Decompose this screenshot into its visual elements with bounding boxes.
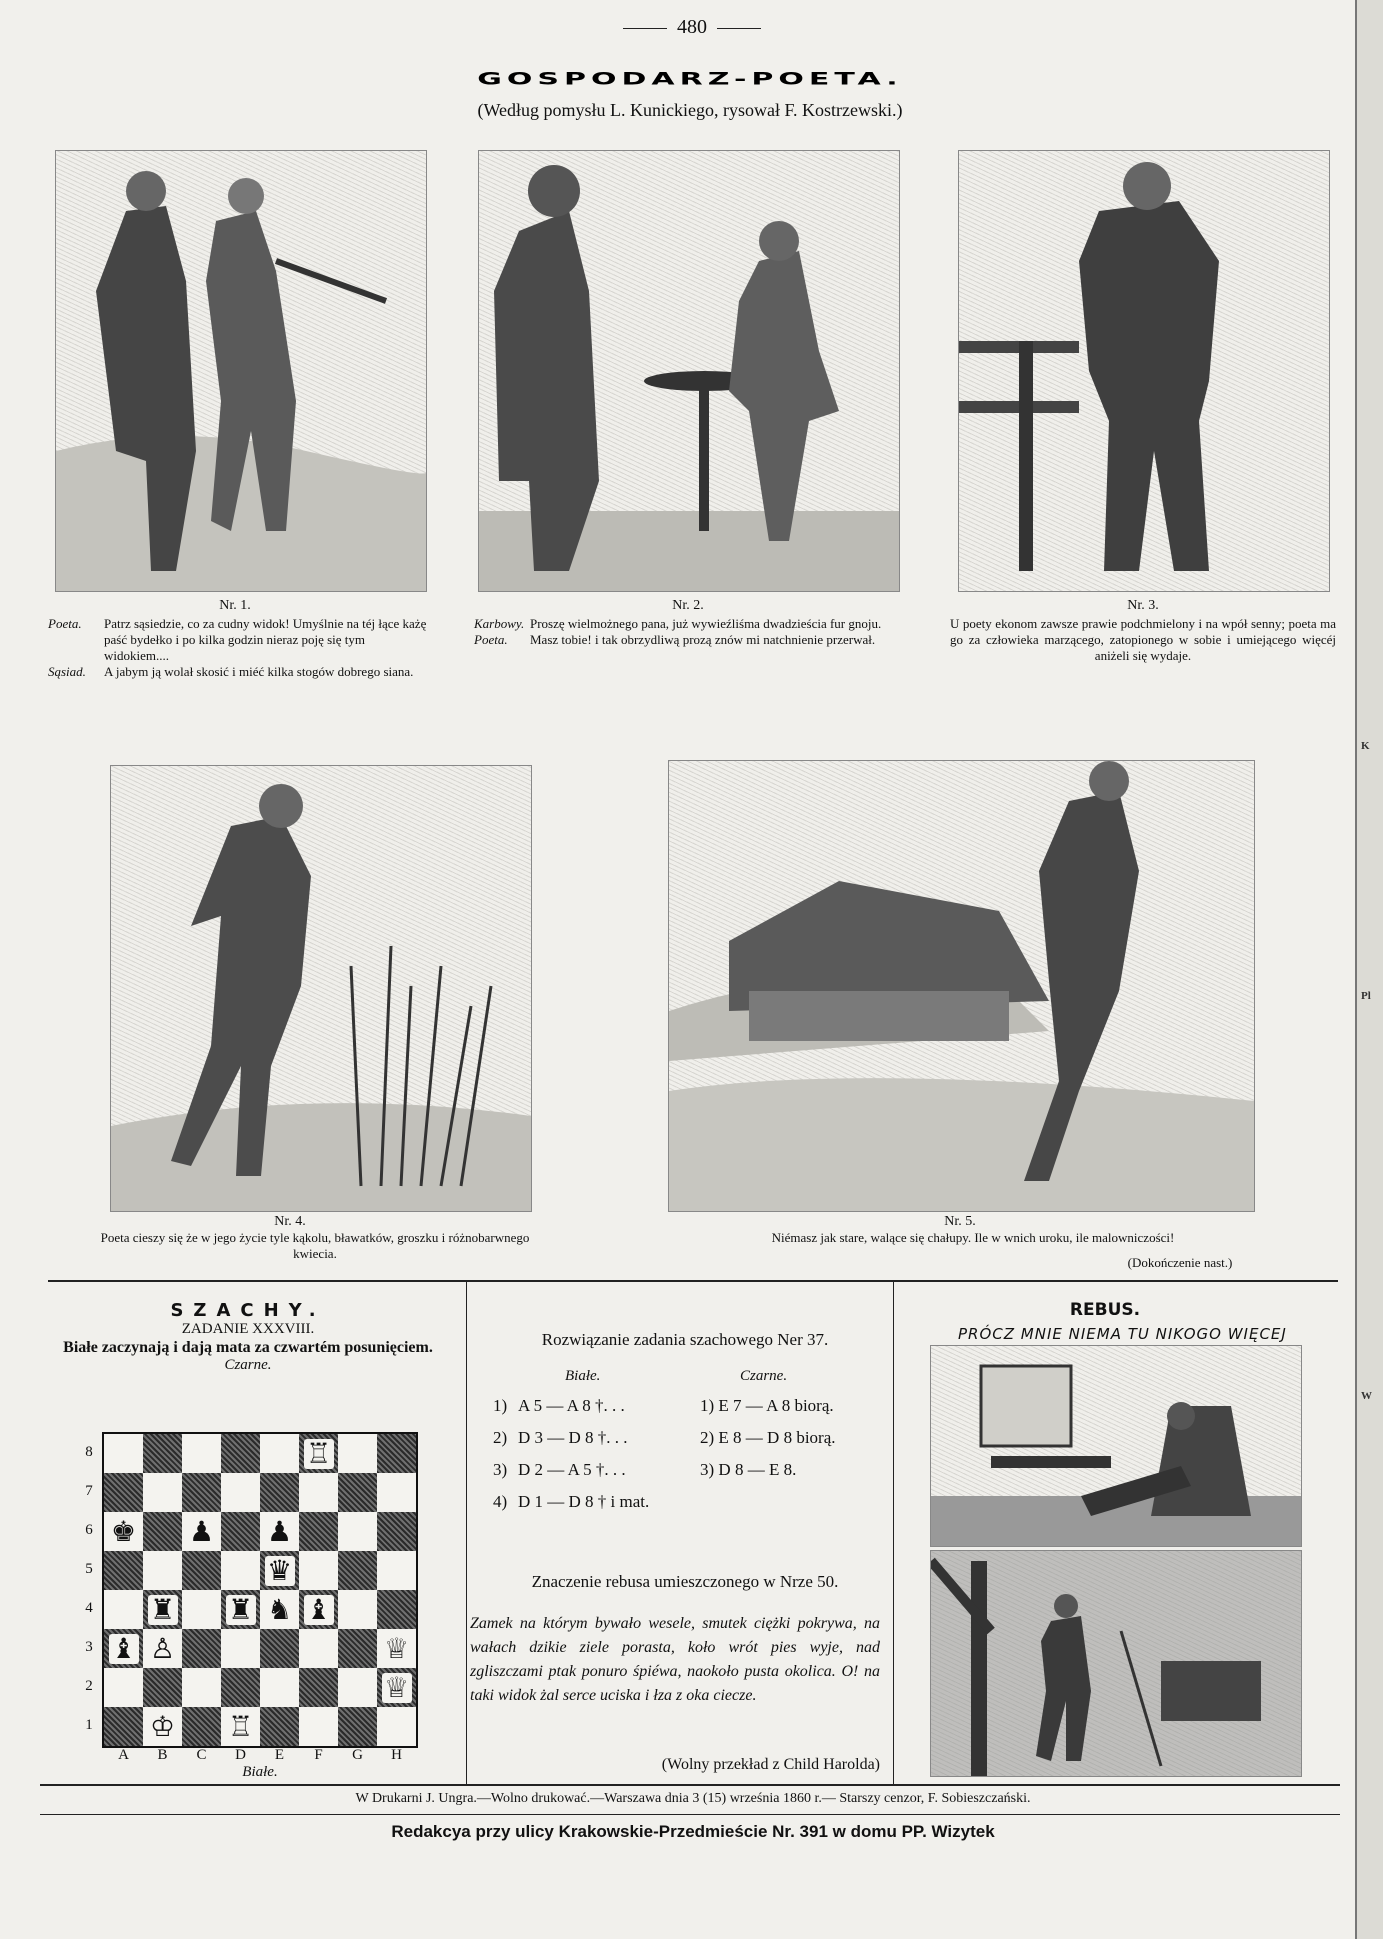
rank-label: 7 — [85, 1483, 93, 1499]
chess-square-a1 — [104, 1707, 143, 1746]
solution-move-white: D 2 — A 5 †. . . — [518, 1460, 626, 1479]
continuation-note: (Dokończenie nast.) — [1127, 1255, 1233, 1270]
rebus-meaning-source: (Wolny przekład z Child Harolda) — [661, 1756, 880, 1773]
chess-square-f2 — [299, 1668, 338, 1707]
panel-3-caption: U poety ekonom zawsze prawie podchmielony i na wpół senny; poeta ma go za człowieka marzącego, zatopionego w sobie i umiejącego więcéj aniżeli się wydaje. — [950, 616, 1336, 663]
page-title: GOSPODARZ-POETA. — [477, 69, 903, 90]
solution-move-black: 3) D 8 — E 8. — [700, 1460, 797, 1479]
panel-5-caption: Niémasz jak stare, walące się chałupy. Ile w wnich uroku, ile malowniczości! — [771, 1230, 1175, 1245]
file-label: E — [274, 1747, 285, 1763]
chess-problem-number: ZADANIE XXXVIII. — [181, 1321, 315, 1337]
chess-square-c3 — [182, 1629, 221, 1668]
rebus-picture-top — [930, 1345, 1302, 1547]
chess-square-c4 — [182, 1590, 221, 1629]
chess-square-d6 — [221, 1512, 260, 1551]
caption-text: Patrz sąsiedzie, co za cudny widok! Umyślnie na téj łące każę paść bydełko i po kilka godzin nieraz poję się tym widokiem.... — [104, 616, 427, 663]
chess-square-e8 — [260, 1434, 299, 1473]
file-label: G — [352, 1747, 363, 1763]
adjacent-page-edge: K Pl W — [1355, 0, 1383, 1939]
caption-line — [48, 664, 428, 680]
chess-piece-e5: ♛ — [265, 1556, 295, 1586]
rebus-picture-bottom — [930, 1550, 1302, 1777]
chess-square-a3 — [104, 1629, 143, 1668]
chess-square-h1 — [377, 1707, 416, 1746]
chess-square-c6 — [182, 1512, 221, 1551]
chess-piece-e6: ♟ — [265, 1517, 295, 1547]
file-label: H — [391, 1747, 402, 1763]
chess-piece-h2: ♕ — [382, 1673, 412, 1703]
solution-heading: Rozwiązanie zadania szachowego Ner 37. — [541, 1330, 829, 1349]
solution-move-n: 2) — [493, 1428, 508, 1447]
page-subtitle: (Według pomysłu L. Kunickiego, rysował F. Kostrzewski.) — [477, 100, 903, 120]
column-rule — [466, 1282, 467, 1784]
chess-square-b2 — [143, 1668, 182, 1707]
chess-square-h4 — [377, 1590, 416, 1629]
chess-square-h7 — [377, 1473, 416, 1512]
panel-4-number: Nr. 4. — [274, 1214, 306, 1229]
rank-label: 4 — [85, 1600, 93, 1616]
imprint-line: W Drukarni J. Ungra.—Wolno drukować.—Warszawa dnia 3 (15) września 1860 r.— Starszy cenzor, F. Sobieszczański. — [355, 1791, 1031, 1806]
chess-square-e4 — [260, 1590, 299, 1629]
chess-square-g1 — [338, 1707, 377, 1746]
chess-square-d3 — [221, 1629, 260, 1668]
chess-square-f1 — [299, 1707, 338, 1746]
chess-square-a7 — [104, 1473, 143, 1512]
chess-square-e3 — [260, 1629, 299, 1668]
panel-4-caption: Poeta cieszy się że w jego życie tyle kąkolu, bławatków, groszku i różnobarwnego kwiecia. — [100, 1230, 530, 1261]
chess-piece-b3: ♙ — [148, 1634, 178, 1664]
chess-square-b8 — [143, 1434, 182, 1473]
chess-square-e1 — [260, 1707, 299, 1746]
solution-move-white: D 1 — D 8 † i mat. — [518, 1492, 650, 1511]
solution-move-n: 4) — [493, 1492, 508, 1511]
rank-label: 2 — [85, 1678, 93, 1694]
caption-line — [474, 632, 904, 648]
speaker-label: Sąsiad. — [48, 664, 86, 679]
chess-square-d1 — [221, 1707, 260, 1746]
rank-label: 3 — [85, 1639, 93, 1655]
speaker-label: Karbowy. — [474, 616, 525, 631]
chess-piece-b4: ♜ — [148, 1595, 178, 1625]
chess-piece-h3: ♕ — [382, 1634, 412, 1664]
chess-square-g4 — [338, 1590, 377, 1629]
rebus-text-top: PRÓCZ MNIE NIEMA TU NIKOGO WIĘCEJ — [958, 1325, 1287, 1343]
rank-label: 8 — [85, 1444, 93, 1460]
chess-square-g6 — [338, 1512, 377, 1551]
chess-square-h8 — [377, 1434, 416, 1473]
column-rule — [893, 1282, 894, 1784]
panel-1-number: Nr. 1. — [219, 598, 251, 613]
panel-5-number: Nr. 5. — [944, 1214, 976, 1229]
footer-rule — [40, 1784, 1340, 1786]
white-side-label: Białe. — [242, 1764, 278, 1780]
chess-square-b7 — [143, 1473, 182, 1512]
chess-square-c8 — [182, 1434, 221, 1473]
rank-label: 5 — [85, 1561, 93, 1577]
chess-square-h6 — [377, 1512, 416, 1551]
caption-text: Masz tobie! i tak obrzydliwą prozą znów mi natchnienie przerwał. — [530, 632, 876, 647]
chess-square-e5 — [260, 1551, 299, 1590]
chess-square-d4 — [221, 1590, 260, 1629]
chess-square-e6 — [260, 1512, 299, 1551]
chess-square-b3 — [143, 1629, 182, 1668]
chess-square-h3 — [377, 1629, 416, 1668]
chess-square-d5 — [221, 1551, 260, 1590]
solution-move-white: D 3 — D 8 †. . . — [518, 1428, 628, 1447]
chess-heading-block — [48, 1300, 448, 1374]
chess-piece-d4: ♜ — [226, 1595, 256, 1625]
rebus-meaning-heading: Znaczenie rebusa umieszczonego w Nrze 50. — [531, 1572, 839, 1591]
chess-square-a4 — [104, 1590, 143, 1629]
editorial-office-line: Redakcya przy ulicy Krakowskie-Przedmieście Nr. 391 w domu PP. Wizytek — [391, 1822, 995, 1841]
rank-label: 1 — [85, 1717, 93, 1733]
chess-square-g5 — [338, 1551, 377, 1590]
page-number: 480 — [612, 16, 772, 39]
chess-piece-f8: ♖ — [304, 1439, 334, 1469]
chess-square-c7 — [182, 1473, 221, 1512]
panel-2-number: Nr. 2. — [672, 598, 704, 613]
chess-piece-d1: ♖ — [226, 1712, 256, 1742]
speaker-label: Poeta. — [48, 616, 82, 631]
chess-square-d2 — [221, 1668, 260, 1707]
chess-task: Białe zaczynają i dają mata za czwartém posunięciem. — [63, 1339, 433, 1356]
chess-square-a2 — [104, 1668, 143, 1707]
chess-square-c2 — [182, 1668, 221, 1707]
footer-rule — [40, 1814, 1340, 1815]
solution-white-label: Białe. — [565, 1368, 601, 1384]
chess-square-g8 — [338, 1434, 377, 1473]
panel-1-caption — [48, 616, 428, 680]
panel-3-number: Nr. 3. — [1127, 598, 1159, 613]
chess-square-c1 — [182, 1707, 221, 1746]
illustration-panel-3 — [958, 150, 1330, 592]
chess-square-a6 — [104, 1512, 143, 1551]
file-label: C — [196, 1747, 207, 1763]
caption-text: A jabym ją wolał skosić i miéć kilka stogów dobrego siana. — [104, 664, 414, 679]
file-label: B — [157, 1747, 168, 1763]
chess-piece-b1: ♔ — [148, 1712, 178, 1742]
caption-line — [48, 616, 428, 664]
caption-line — [474, 616, 904, 632]
chess-piece-a3: ♝ — [109, 1634, 139, 1664]
chess-square-f6 — [299, 1512, 338, 1551]
solution-move-black: 2) E 8 — D 8 biorą. — [700, 1428, 836, 1447]
chess-square-f5 — [299, 1551, 338, 1590]
section-rule — [48, 1280, 1338, 1282]
illustration-panel-4 — [110, 765, 532, 1212]
chess-square-h5 — [377, 1551, 416, 1590]
chess-piece-f4: ♝ — [304, 1595, 334, 1625]
chess-square-a5 — [104, 1551, 143, 1590]
illustration-panel-2 — [478, 150, 900, 592]
chess-square-c5 — [182, 1551, 221, 1590]
chess-square-e2 — [260, 1668, 299, 1707]
chess-square-a8 — [104, 1434, 143, 1473]
chess-square-b5 — [143, 1551, 182, 1590]
black-side-label: Czarne. — [224, 1357, 272, 1373]
solution-move-n: 1) — [493, 1396, 508, 1415]
chess-board — [102, 1432, 418, 1748]
chess-heading: SZACHY. — [170, 1300, 326, 1321]
panel-2-caption — [474, 616, 904, 648]
chess-square-b4 — [143, 1590, 182, 1629]
caption-text: Proszę wielmożnego pana, już wywieźliśma dwadzieścia fur gnoju. — [530, 616, 882, 631]
chess-square-b1 — [143, 1707, 182, 1746]
chess-square-g3 — [338, 1629, 377, 1668]
chess-square-b6 — [143, 1512, 182, 1551]
chess-square-e7 — [260, 1473, 299, 1512]
chess-square-f4 — [299, 1590, 338, 1629]
chess-square-h2 — [377, 1668, 416, 1707]
speaker-label: Poeta. — [474, 632, 508, 647]
chess-square-f8 — [299, 1434, 338, 1473]
chess-piece-a6: ♚ — [109, 1517, 139, 1547]
illustration-panel-1 — [55, 150, 427, 592]
chess-square-d8 — [221, 1434, 260, 1473]
chess-square-g2 — [338, 1668, 377, 1707]
file-label: A — [118, 1747, 129, 1763]
solution-move-black: 1) E 7 — A 8 biorą. — [700, 1396, 834, 1415]
chess-piece-c6: ♟ — [187, 1517, 217, 1547]
chess-piece-e4: ♞ — [265, 1595, 295, 1625]
rebus-heading: REBUS. — [1069, 1300, 1141, 1320]
file-label: D — [235, 1747, 246, 1763]
chess-square-d7 — [221, 1473, 260, 1512]
solution-move-n: 3) — [493, 1460, 508, 1479]
rank-label: 6 — [85, 1522, 93, 1538]
rebus-meaning-text: Zamek na którym bywało wesele, smutek ciężki pokrywa, na wałach dzikie ziele porasta, koło wrót pies wyje, nad zgliszczami ptak ponuro śpiéwa, naokoło pusta okolica. O! na taki widok żal serce uciska i łza z oka ciecze. — [470, 1615, 880, 1704]
chess-square-g7 — [338, 1473, 377, 1512]
chess-square-f7 — [299, 1473, 338, 1512]
chess-square-f3 — [299, 1629, 338, 1668]
illustration-panel-5 — [668, 760, 1255, 1212]
solution-move-white: A 5 — A 8 †. . . — [518, 1396, 625, 1415]
solution-black-label: Czarne. — [740, 1368, 788, 1384]
file-label: F — [314, 1747, 323, 1763]
